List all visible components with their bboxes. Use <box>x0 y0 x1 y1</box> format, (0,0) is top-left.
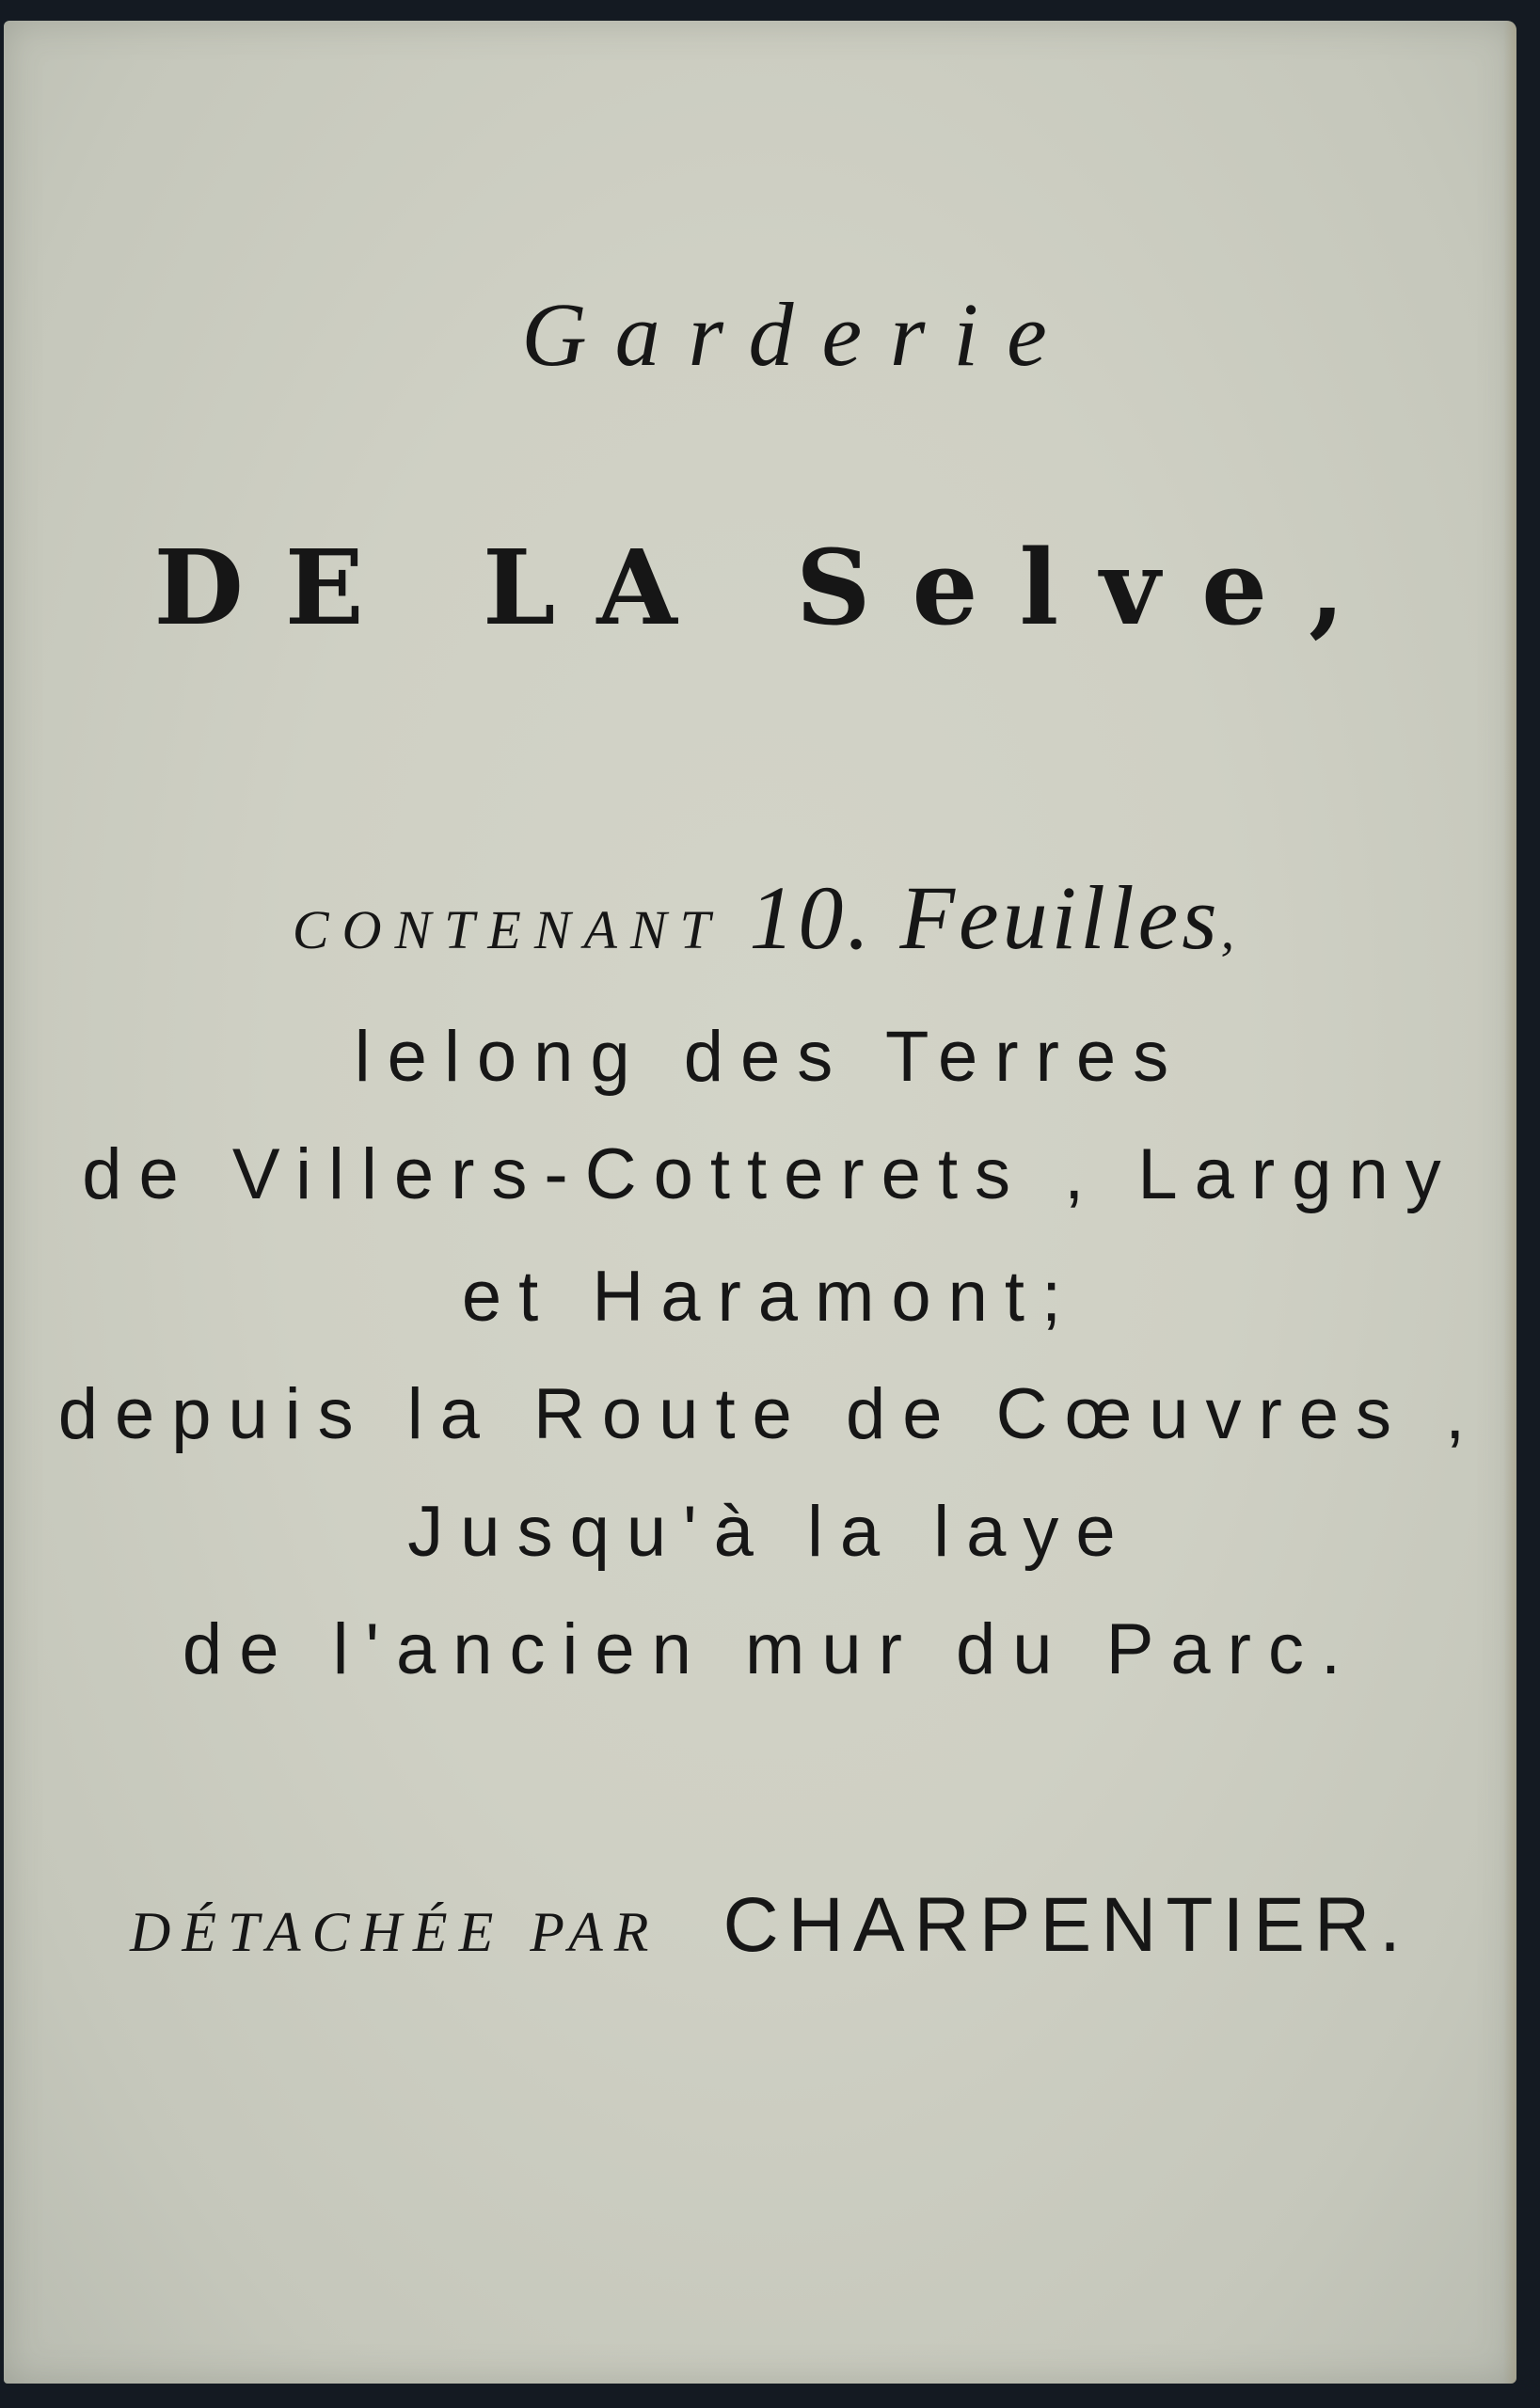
body-line-3: et Haramont; <box>461 1257 1079 1337</box>
attribution-prefix: DÉTACHÉE PAR <box>130 1901 660 1963</box>
subtitle-contenant: CONTENANT <box>292 899 722 960</box>
attribution-line <box>0 1881 1540 1970</box>
attribution-name: CHARPENTIER. <box>722 1882 1410 1968</box>
title-de-la: DE LA <box>153 527 719 648</box>
title-selve-comma: , <box>1309 527 1387 648</box>
title-line-selve <box>0 527 1540 648</box>
title-garderie-text: Garderie <box>521 284 1075 385</box>
subtitle-feuilles: 10. Feuilles <box>749 867 1221 968</box>
body-line-2: de Villers-Cotterets , Largny <box>82 1134 1458 1214</box>
body-line-6: de l'ancien mur du Parc. <box>182 1609 1358 1689</box>
body-line-4: depuis la Route de Cœuvres , <box>57 1374 1483 1454</box>
title-line-garderie <box>0 282 1540 387</box>
title-selve: Selve <box>796 527 1310 648</box>
subtitle-line <box>0 865 1540 970</box>
body-line-5: Jusqu'à la laye <box>407 1492 1133 1572</box>
subtitle-comma: , <box>1220 899 1248 960</box>
body-line-1: lelong des Terres <box>354 1017 1186 1097</box>
